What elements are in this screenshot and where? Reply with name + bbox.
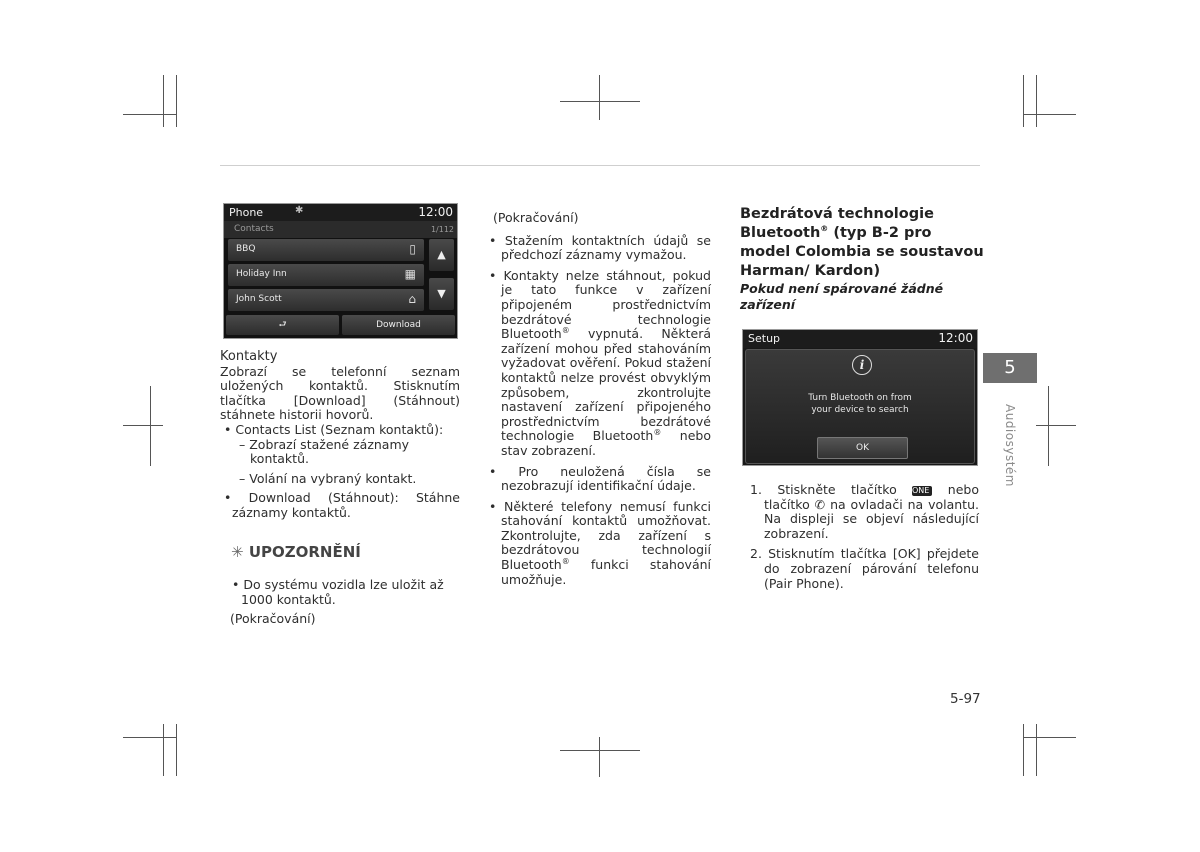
step-2: 2. Stisknutím tlačítka [OK] přejdete do zobrazení párování telefonu (Pair Phone). — [750, 546, 979, 591]
handset-icon: ✆ — [814, 496, 826, 512]
continued-note-col1: (Pokračování) — [230, 611, 316, 626]
caution-title: UPOZORNĚNÍ — [248, 543, 361, 561]
caution-text: Do systému vozidla lze uložit až 1000 kontaktů. — [241, 577, 444, 607]
contact-name: BBQ — [236, 244, 256, 254]
download-button[interactable]: Download — [342, 315, 455, 335]
popup-message — [746, 392, 974, 416]
phone-status-bar — [224, 204, 457, 221]
note-text: Stažením kontaktních údajů se předchozí záznamy vymažou. — [501, 232, 711, 263]
section-heading-bluetooth — [740, 205, 985, 281]
note-item: • Kontakty nelze stáhnout, pokud je tato funkce v zařízení připojeném prostřednictvím bezdrátové technologie Bluetooth® vypnutá. Některá zařízení mohou před stahováním vyžadovat ověření. Pokud stažení kontaktů nelze provést obvyklým způsobem, zkontrolujte nastavení zařízení připojeného prostřednictvím bezdrátové technologie Bluetooth® nebo stav zobrazení. — [489, 267, 711, 458]
home-icon: ⌂ — [408, 292, 416, 306]
caution-asterisk-icon: ✳ — [231, 543, 244, 561]
note-text: funkci stahování umožňuje. — [501, 557, 711, 587]
contacts-subheader — [224, 221, 457, 238]
bullet-contacts-list: • Contacts List (Seznam kontaktů): — [224, 421, 444, 437]
heading-part: (typ B-2 pro model Colombia se soustavou Harman/ Kardon) — [740, 225, 984, 279]
dash-text: Volání na vybraný kontakt. — [249, 470, 417, 486]
contacts-label: Contacts — [234, 224, 274, 234]
setup-screen — [742, 329, 978, 466]
registered-mark: ® — [561, 326, 570, 335]
step-text: nebo tlačítko — [764, 482, 979, 512]
note-item: • Některé telefony nemusí funkci stahování kontaktů umožňovat. Zkontrolujte, zda zařízení s bezdrátovou technologií Bluetooth® funkci stahování umožňuje. — [489, 498, 711, 587]
continued-note-col2: (Pokračování) — [493, 210, 579, 225]
phone-key-label: PHONE — [912, 486, 932, 496]
setup-status-bar — [743, 330, 977, 348]
caution-heading — [231, 543, 361, 561]
column-2 — [488, 211, 711, 587]
registered-mark: ® — [653, 428, 662, 438]
column-3-steps — [750, 483, 979, 591]
caution-item: • Do systému vozidla lze uložit až 1000 kontaktů. — [232, 577, 444, 607]
note-text: Kontakty nelze stáhnout, pokud je tato funkce v zařízení připojeném prostřednictvím bezdrátové technologie Bluetooth — [501, 267, 711, 342]
paragraph-contacts: Zobrazí se telefonní seznam uložených kontaktů. Stisknutím tlačítka [Download] (Stáhnout) stáhnete historii hovorů. — [220, 363, 460, 423]
note-text: nebo stav zobrazení. — [501, 428, 711, 458]
contact-row[interactable] — [228, 289, 424, 311]
info-icon: i — [852, 355, 872, 375]
back-button[interactable] — [226, 315, 339, 335]
step-text: na ovladači na volantu. Na displeji se objeví následující zobrazení. — [764, 496, 979, 541]
column-1 — [220, 350, 460, 521]
message-line: your device to search — [811, 405, 909, 415]
chapter-name: Audiosystém — [1003, 404, 1017, 487]
heading-part: Bezdrátová technologie Bluetooth — [740, 206, 934, 241]
bullet-download: • Download (Stáhnout): Stáhne záznamy kontaktů. — [224, 490, 460, 520]
scroll-down-button[interactable]: ▼ — [429, 278, 454, 310]
note-text: vypnutá. Některá zařízení mohou před stahováním vyžadovat ověření. Pokud stažení kontaktů nelze provést obvyklým způsobem, zkontrolujte nastavení zařízení připojeného prostřednictvím bezdrátové technologie Bluetooth — [501, 326, 711, 444]
message-line: Turn Bluetooth on from — [808, 393, 912, 403]
bluetooth-popup — [745, 349, 975, 464]
header-rule — [220, 165, 980, 166]
office-building-icon: ▦ — [404, 267, 416, 281]
scroll-up-button[interactable]: ▲ — [429, 239, 454, 271]
page-count: 1/112 — [430, 225, 454, 234]
note-text: Některé telefony nemusí funkci stahování kontaktů umožňovat. Zkontrolujte, zda zařízení s bezdrátovou technologií Bluetooth — [501, 498, 711, 573]
contact-name: John Scott — [236, 294, 282, 304]
contact-name: Holiday Inn — [236, 269, 287, 279]
step-1: 1. Stiskněte tlačítko PHONE nebo tlačítko ✆ na ovladači na volantu. Na displeji se objeví následující zobrazení. — [750, 482, 979, 541]
step-text: Stiskněte tlačítko — [777, 482, 897, 497]
back-arrow-icon: ⮐ — [278, 320, 287, 330]
note-item: • Pro neuložená čísla se nezobrazují identifikační údaje. — [489, 463, 711, 494]
phone-screen-title: Phone — [229, 206, 264, 219]
section-heading-kontakty: Kontakty — [220, 349, 278, 364]
contact-row[interactable] — [228, 239, 424, 261]
clock-time: 12:00 — [938, 331, 973, 345]
dash-item: – Volání na vybraný kontakt. — [239, 470, 417, 486]
note-text: Pro neuložená čísla se nezobrazují identifikační údaje. — [501, 463, 711, 494]
registered-mark: ® — [561, 556, 570, 566]
clock-time: 12:00 — [418, 205, 453, 219]
contact-row[interactable] — [228, 264, 424, 286]
bullet-text: Download (Stáhnout): Stáhne záznamy kontaktů. — [232, 490, 460, 520]
dash-item: – Zobrazí stažené záznamy kontaktů. — [239, 436, 410, 467]
dash-text: Zobrazí stažené záznamy kontaktů. — [249, 436, 410, 467]
step-text: Stisknutím tlačítka [OK] přejdete do zobrazení párování telefonu (Pair Phone). — [764, 546, 979, 591]
note-item: • Stažením kontaktních údajů se předchozí záznamy vymažou. — [489, 232, 711, 263]
chapter-tab: 5 — [983, 353, 1037, 383]
bullet-text: Contacts List (Seznam kontaktů): — [235, 421, 444, 437]
phone-contacts-screen — [223, 203, 458, 339]
registered-mark: ® — [820, 224, 829, 234]
setup-screen-title: Setup — [748, 332, 781, 345]
subheading-no-device: Pokud není spárované žádné zařízení — [740, 281, 944, 312]
page-number: 5-97 — [950, 691, 981, 707]
ok-button[interactable]: OK — [817, 437, 908, 459]
mobile-phone-icon: ▯ — [409, 242, 416, 256]
bluetooth-icon: ✱ — [295, 205, 304, 216]
